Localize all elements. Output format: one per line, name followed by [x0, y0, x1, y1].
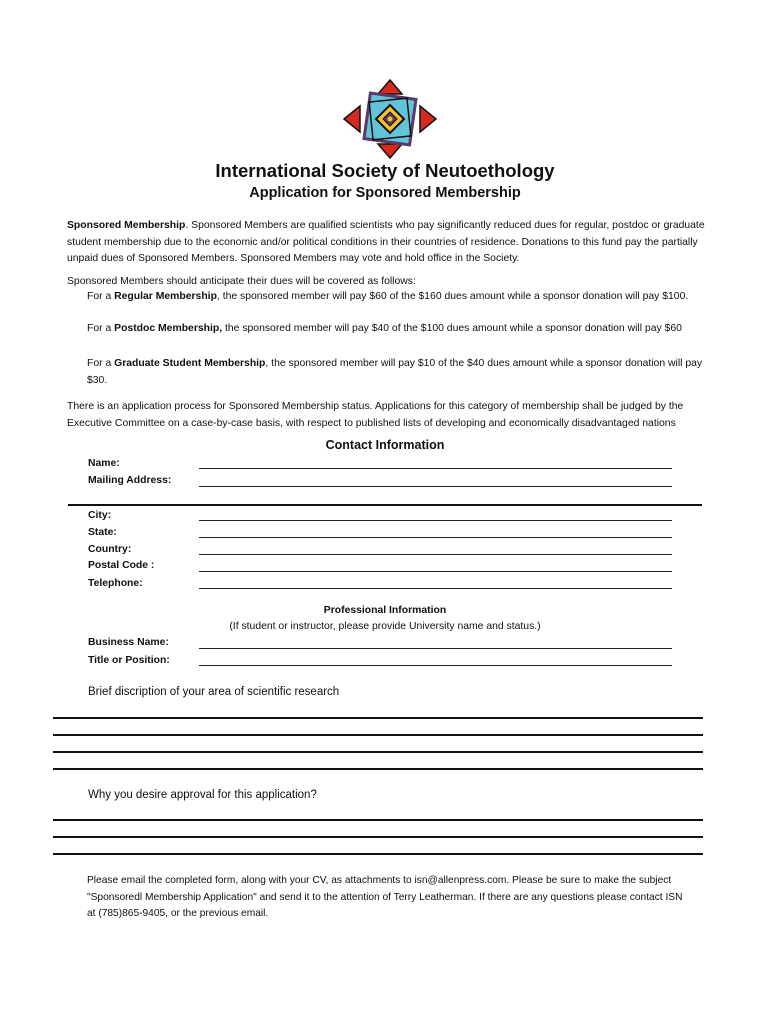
- city-field[interactable]: [199, 520, 672, 521]
- dues-item: For a Postdoc Membership, the sponsored member will pay $40 of the $100 dues amount while a sponsor donation will pay $60: [87, 323, 682, 334]
- mailing-address-label: Mailing Address:: [88, 475, 172, 486]
- form-title: Application for Sponsored Membership: [249, 185, 521, 201]
- city-label: City:: [88, 510, 112, 521]
- telephone-label: Telephone:: [88, 578, 143, 589]
- intro-text: . Sponsored Members are qualified scientists who pay significantly reduced dues for regular, postdoc or graduate student membership due to the economic and/or political conditions in their countries of residence. Donations to this fund pay the partially unpaid dues of Sponsored Members. Sponsored Members may vote and hold office in the Society.: [67, 220, 705, 264]
- postal-code-label: Postal Code :: [88, 560, 155, 571]
- process-paragraph: There is an application process for Sponsored Membership status. Applications for this category of membership shall be judged by the Executive Committee on a case-by-case basis, with respect to published lists of developing and economically disadvantaged nations: [67, 401, 684, 429]
- org-name: International Society of Neutoethology: [215, 160, 555, 181]
- approval-prompt: Why you desire approval for this application?: [88, 789, 317, 801]
- business-name-label: Business Name:: [88, 637, 169, 648]
- professional-heading: Professional Information: [323, 605, 447, 616]
- state-field[interactable]: [199, 537, 672, 538]
- address-line-2-field[interactable]: [68, 504, 702, 506]
- research-line[interactable]: [53, 734, 703, 736]
- intro-paragraph: [67, 218, 707, 268]
- country-field[interactable]: [199, 554, 672, 555]
- title-position-field[interactable]: [199, 665, 672, 666]
- name-field[interactable]: [199, 468, 672, 469]
- research-line[interactable]: [53, 717, 703, 719]
- approval-line[interactable]: [53, 853, 703, 855]
- business-name-field[interactable]: [199, 648, 672, 649]
- country-label: Country:: [88, 544, 132, 555]
- research-line[interactable]: [53, 768, 703, 770]
- research-line[interactable]: [53, 751, 703, 753]
- approval-line[interactable]: [53, 836, 703, 838]
- dues-item: For a Regular Membership, the sponsored member will pay $60 of the $160 dues amount while a sponsor donation will pay $100.: [87, 291, 689, 302]
- research-prompt: Brief discription of your area of scientific research: [88, 686, 340, 698]
- society-logo: [342, 78, 438, 160]
- dues-item: For a Graduate Student Membership, the sponsored member will pay $10 of the $40 dues amount while a sponsor donation will pay $30.: [87, 358, 703, 386]
- professional-note: (If student or instructor, please provide University name and status.): [229, 621, 541, 632]
- name-label: Name:: [88, 458, 120, 469]
- approval-line[interactable]: [53, 819, 703, 821]
- telephone-field[interactable]: [199, 588, 672, 589]
- state-label: State:: [88, 527, 117, 538]
- mailing-address-field[interactable]: [199, 486, 672, 487]
- submission-instructions: Please email the completed form, along with your CV, as attachments to isn@allenpress.com. Please be sure to make the subject "Sponsoredl Membership Application" and send it to the attention of Terry Leatherman. If there are any questions please contact ISN at (785)865-9405, or the previous email.: [87, 875, 683, 919]
- dues-intro: Sponsored Members should anticipate their dues will be covered as follows:: [67, 276, 416, 287]
- contact-heading: Contact Information: [325, 438, 445, 452]
- title-position-label: Title or Position:: [88, 655, 170, 666]
- postal-code-field[interactable]: [199, 571, 672, 572]
- intro-lead: Sponsored Membership: [67, 220, 186, 231]
